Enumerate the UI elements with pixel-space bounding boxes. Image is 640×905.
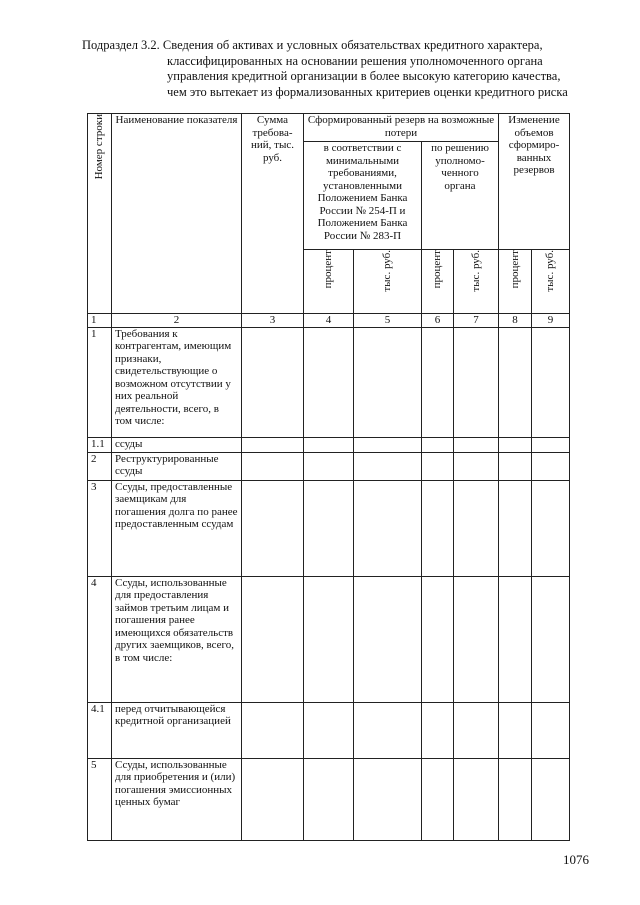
- row-label: Реструктурированные ссуды: [112, 452, 242, 480]
- header-reserve-group: Сформированный резерв на возможные потери: [304, 114, 499, 142]
- data-cell: [242, 758, 304, 840]
- data-cell: [499, 758, 532, 840]
- column-number: 6: [422, 314, 454, 328]
- table-row: [88, 327, 570, 437]
- data-cell: [242, 452, 304, 480]
- data-cell: [422, 327, 454, 437]
- row-number: 4: [88, 576, 112, 702]
- row-number: 5: [88, 758, 112, 840]
- data-cell: [242, 480, 304, 576]
- data-cell: [454, 327, 499, 437]
- data-cell: [242, 576, 304, 702]
- data-cell: [532, 452, 570, 480]
- header-percent: процент: [304, 250, 354, 314]
- heading-line-3: управления кредитной организации в более высокую категорию качества,: [167, 69, 561, 83]
- table-row: [88, 576, 570, 702]
- heading-line-1: Подраздел 3.2. Сведения об активах и условных обязательствах кредитного характера,: [82, 38, 543, 52]
- column-number: 5: [354, 314, 422, 328]
- data-cell: [354, 327, 422, 437]
- row-label: перед отчитывающейся кредитной организацией: [112, 702, 242, 758]
- header-thousand-rub: тыс. руб.: [354, 250, 422, 314]
- row-number: 4.1: [88, 702, 112, 758]
- data-cell: [454, 437, 499, 452]
- data-cell: [499, 327, 532, 437]
- heading-line-2: классифицированных на основании решения уполномоченного органа: [167, 53, 543, 68]
- row-number: 2: [88, 452, 112, 480]
- data-cell: [532, 437, 570, 452]
- column-number: 9: [532, 314, 570, 328]
- data-cell: [532, 576, 570, 702]
- page-number: 1076: [563, 852, 589, 867]
- data-cell: [304, 576, 354, 702]
- data-cell: [242, 702, 304, 758]
- table-row: [88, 702, 570, 758]
- row-label: Ссуды, использованные для приобретения и (или) погашения эмиссионных ценных бумаг: [112, 758, 242, 840]
- data-cell: [354, 758, 422, 840]
- header-thousand-rub: тыс. руб.: [454, 250, 499, 314]
- data-cell: [354, 480, 422, 576]
- data-cell: [499, 702, 532, 758]
- row-label: Ссуды, использованные для предоставления займов третьим лицам и погашения ранее имеющихся обязательств других заемщиков, всего, в том числе:: [112, 576, 242, 702]
- section-heading: [0, 38, 640, 100]
- data-cell: [242, 327, 304, 437]
- data-cell: [422, 452, 454, 480]
- column-number: 2: [112, 314, 242, 328]
- data-cell: [454, 452, 499, 480]
- data-cell: [422, 480, 454, 576]
- header-row-number: Номер строки: [88, 114, 112, 314]
- data-cell: [499, 480, 532, 576]
- data-cell: [354, 452, 422, 480]
- header-reserve-change: Изменение объемов сформиро-ванных резервов: [499, 114, 570, 250]
- column-number: 8: [499, 314, 532, 328]
- header-by-decision: по решению уполномо-ченного органа: [422, 142, 499, 250]
- data-cell: [532, 702, 570, 758]
- data-cell: [532, 327, 570, 437]
- data-cell: [499, 452, 532, 480]
- data-cell: [499, 437, 532, 452]
- column-number: 3: [242, 314, 304, 328]
- data-cell: [532, 758, 570, 840]
- reserves-table: [87, 113, 570, 841]
- row-number: 3: [88, 480, 112, 576]
- table-row: [88, 758, 570, 840]
- data-cell: [422, 758, 454, 840]
- table-row: [88, 452, 570, 480]
- column-number: 7: [454, 314, 499, 328]
- column-number: 1: [88, 314, 112, 328]
- data-cell: [304, 327, 354, 437]
- data-cell: [304, 437, 354, 452]
- header-claim-amount: Сумма требова-ний, тыс. руб.: [242, 114, 304, 314]
- heading-line-4: чем это вытекает из формализованных критериев оценки кредитного риска: [167, 84, 568, 99]
- header-per-regulations: в соответствии с минимальными требованиями, установленными Положением Банка России № 254-П и Положением Банка России № 283-П: [304, 142, 422, 250]
- row-label: Требования к контрагентам, имеющим признаки, свидетельствующие о возможном отсутствии у них реальной деятельности, всего, в том числе:: [112, 327, 242, 437]
- data-cell: [354, 702, 422, 758]
- data-cell: [454, 480, 499, 576]
- data-cell: [304, 452, 354, 480]
- data-cell: [532, 480, 570, 576]
- data-cell: [304, 758, 354, 840]
- data-cell: [422, 576, 454, 702]
- table-row: [88, 480, 570, 576]
- row-number: 1: [88, 327, 112, 437]
- data-cell: [304, 480, 354, 576]
- data-cell: [354, 437, 422, 452]
- data-cell: [422, 437, 454, 452]
- row-number: 1.1: [88, 437, 112, 452]
- data-cell: [454, 758, 499, 840]
- row-label: ссуды: [112, 437, 242, 452]
- row-label: Ссуды, предоставленные заемщикам для погашения долга по ранее предоставленным ссудам: [112, 480, 242, 576]
- data-cell: [422, 702, 454, 758]
- table-row: [88, 437, 570, 452]
- data-cell: [454, 576, 499, 702]
- data-cell: [354, 576, 422, 702]
- data-cell: [454, 702, 499, 758]
- data-cell: [304, 702, 354, 758]
- data-cell: [242, 437, 304, 452]
- data-cell: [499, 576, 532, 702]
- header-indicator-name: Наименование показателя: [112, 114, 242, 314]
- header-percent: процент: [499, 250, 532, 314]
- header-thousand-rub: тыс. руб.: [532, 250, 570, 314]
- column-number: 4: [304, 314, 354, 328]
- header-percent: процент: [422, 250, 454, 314]
